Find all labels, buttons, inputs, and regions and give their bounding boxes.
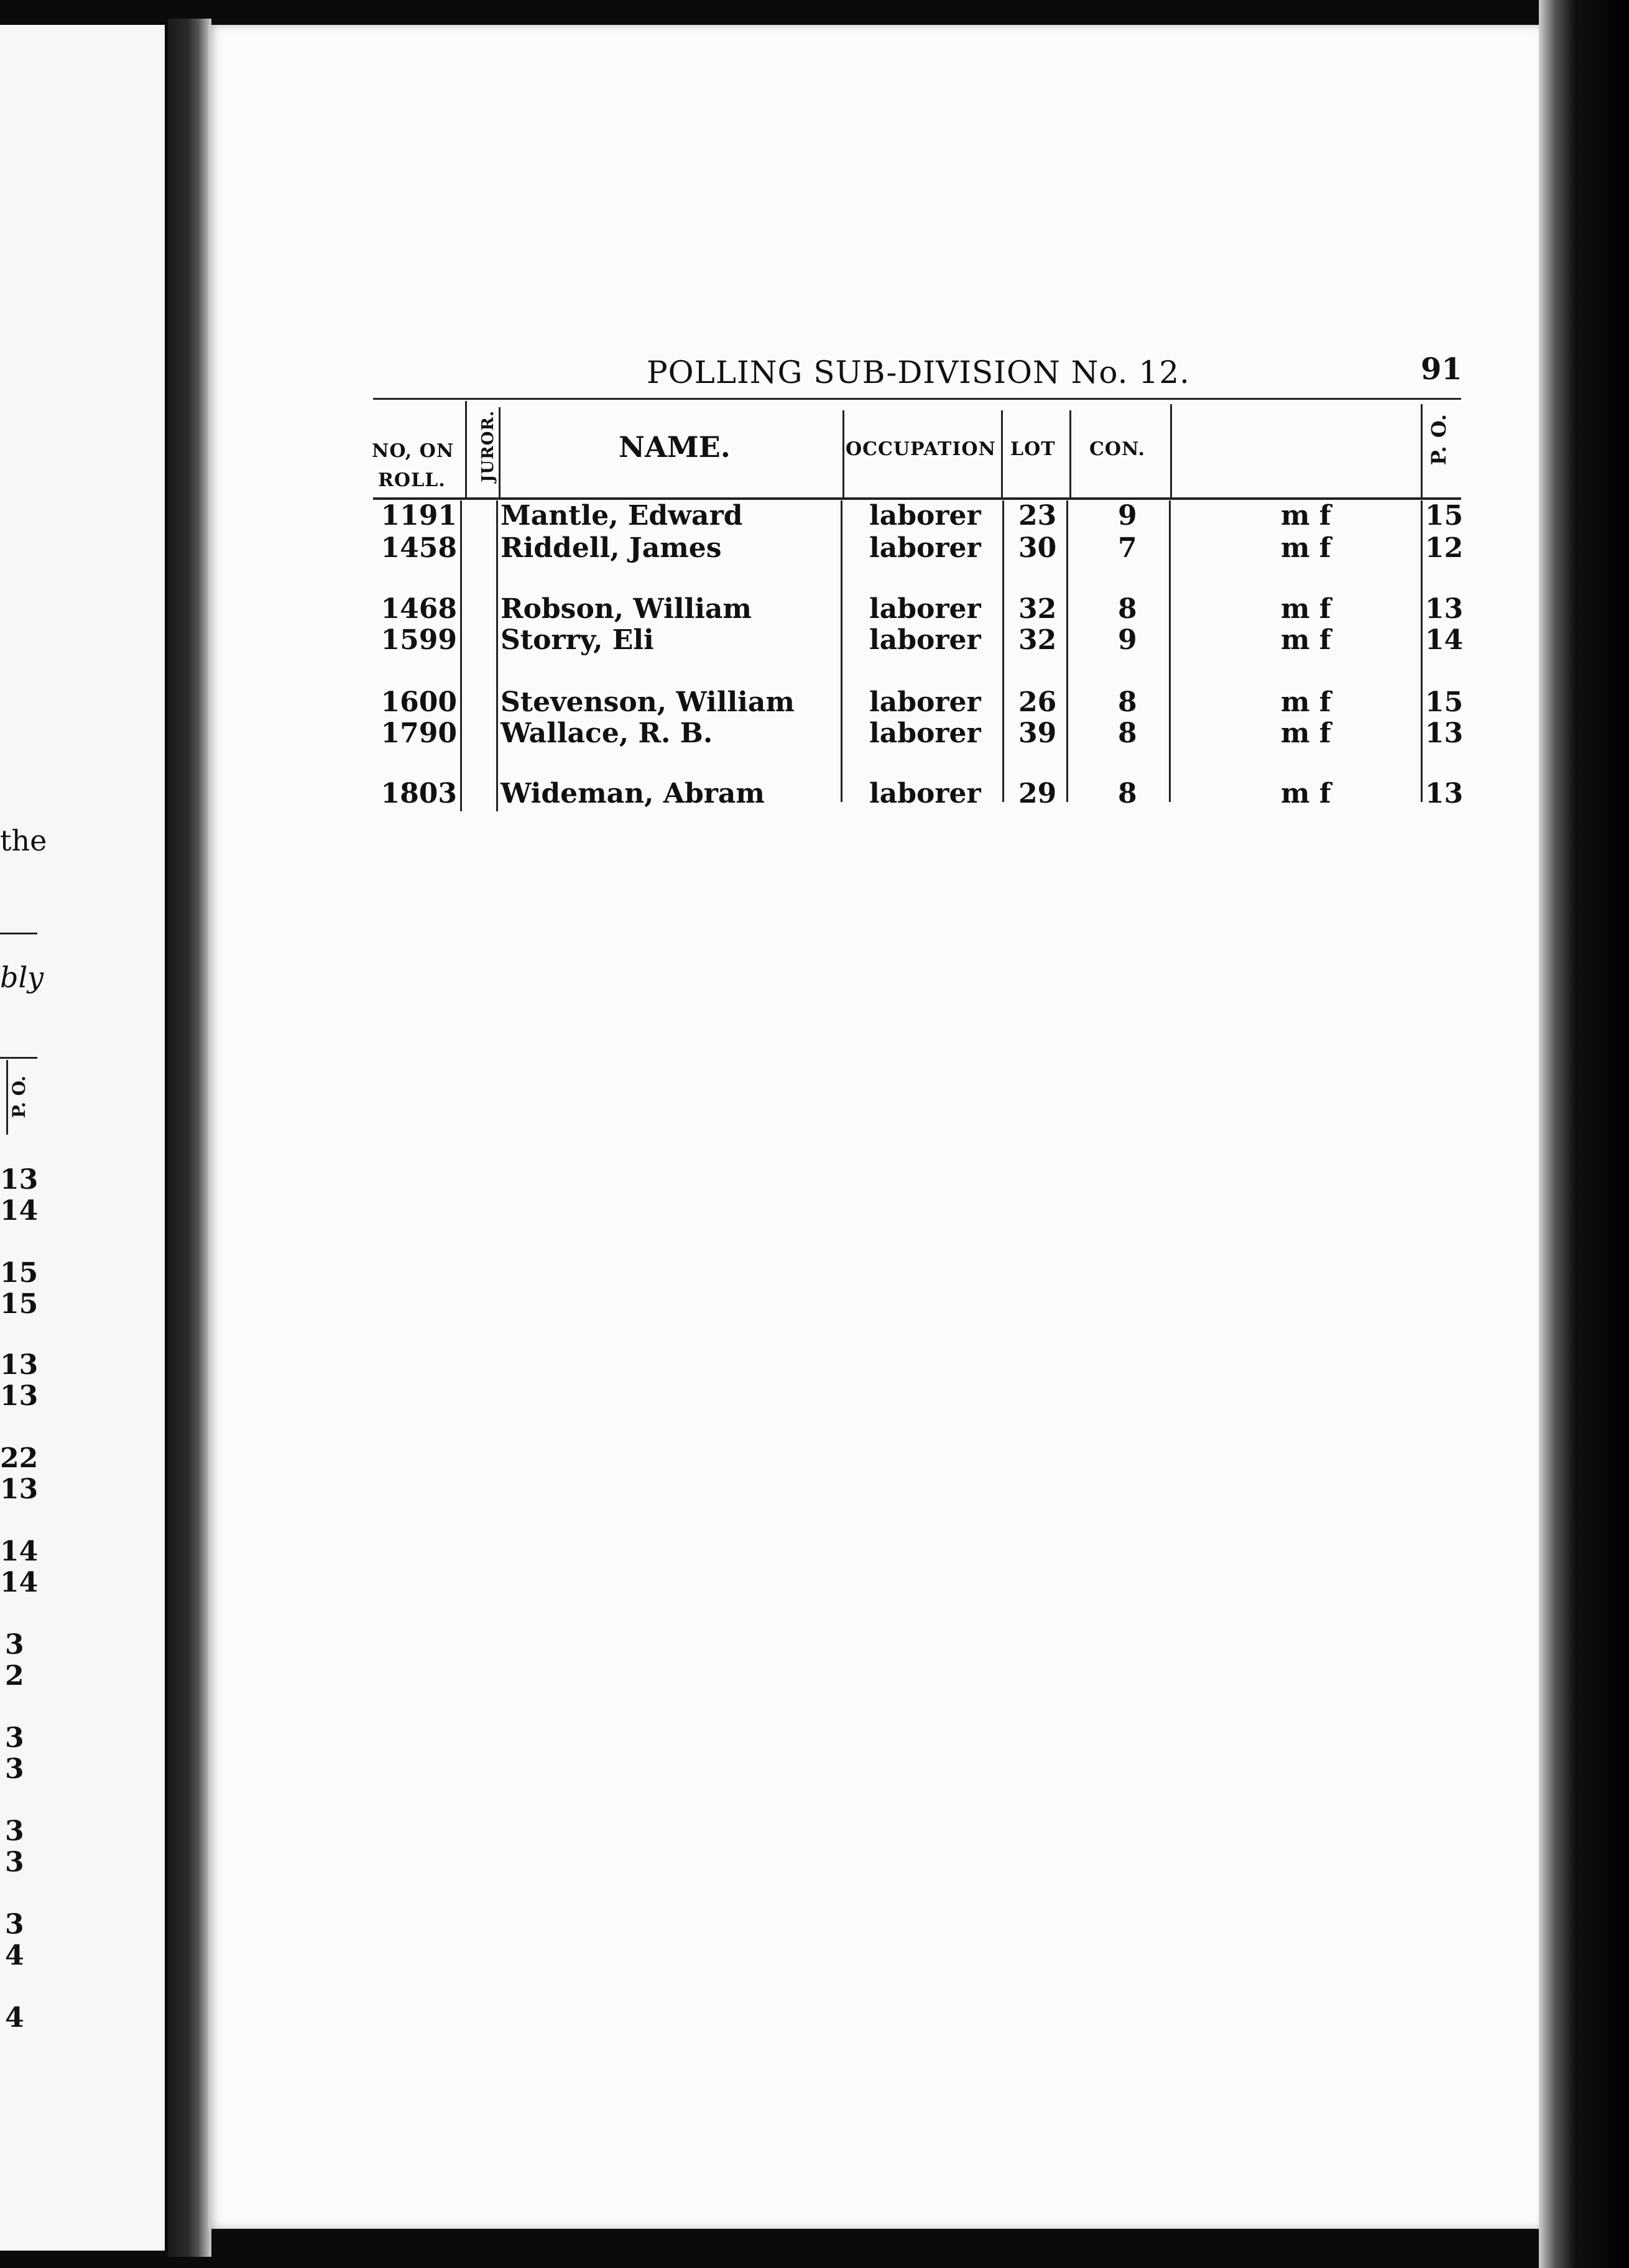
column-divider	[465, 401, 467, 497]
post-office: 15	[1425, 686, 1464, 718]
post-office: 13	[1425, 778, 1464, 809]
roll-number: 1458	[381, 532, 457, 564]
left-page-column-line	[6, 1060, 8, 1135]
status: m f	[1281, 500, 1331, 532]
occupation: laborer	[869, 778, 981, 809]
status: m f	[1281, 778, 1331, 809]
body-column-divider	[841, 500, 842, 802]
occupation: laborer	[869, 500, 981, 532]
status: m f	[1281, 532, 1331, 564]
lot: 39	[1018, 717, 1057, 749]
roll-number: 1803	[381, 778, 457, 809]
left-page-fragment: 4	[5, 2002, 24, 2034]
voter-name: Riddell, James	[501, 532, 722, 564]
body-column-divider	[1002, 500, 1004, 802]
column-header-lot: LOT	[1010, 438, 1056, 460]
voter-name: Wideman, Abram	[501, 778, 765, 809]
status: m f	[1281, 593, 1331, 625]
column-header-juror: JUROR.	[479, 410, 497, 482]
column-header-occupation: OCCUPATION	[846, 438, 996, 460]
status: m f	[1281, 624, 1331, 656]
left-page-fragment: 3	[5, 1909, 24, 1940]
voter-name: Robson, William	[501, 593, 752, 625]
voter-name: Stevenson, William	[501, 686, 795, 718]
concession: 8	[1118, 778, 1137, 809]
left-page-fragment: 13	[0, 1164, 39, 1196]
lot: 32	[1018, 593, 1057, 625]
voter-name: Mantle, Edward	[501, 500, 743, 532]
body-column-divider	[1169, 500, 1171, 802]
left-facing-page	[0, 25, 165, 2251]
page-title: POLLING SUB-DIVISION No. 12.	[647, 354, 1190, 390]
column-divider	[1421, 404, 1423, 497]
left-page-fragment: 15	[0, 1288, 39, 1320]
roll-number: 1790	[381, 717, 457, 749]
left-page-header-rule	[0, 1057, 37, 1059]
left-page-fragment: 3	[5, 1753, 24, 1785]
post-office: 14	[1425, 624, 1464, 656]
column-header-name: NAME.	[619, 430, 731, 464]
occupation: laborer	[869, 624, 981, 656]
concession: 9	[1118, 624, 1137, 656]
column-header-po: P. O.	[1427, 413, 1451, 466]
occupation: laborer	[869, 686, 981, 718]
book-gutter	[168, 19, 211, 2257]
left-page-fragment: 3	[5, 1846, 24, 1878]
column-header-no-on-roll-line1: NO, ON	[372, 440, 455, 462]
voter-name: Wallace, R. B.	[501, 717, 713, 749]
left-page-fragment: 13	[0, 1380, 39, 1412]
left-page-fragment: 3	[5, 1722, 24, 1754]
concession: 9	[1118, 500, 1137, 532]
left-page-fragment: 22	[0, 1442, 39, 1474]
post-office: 13	[1425, 717, 1464, 749]
left-page-word-the: the	[0, 824, 47, 857]
column-header-no-on-roll-line2: ROLL.	[378, 469, 446, 491]
left-page-fragment: 3	[5, 1815, 24, 1847]
lot: 29	[1018, 778, 1057, 809]
body-column-divider	[1421, 500, 1423, 802]
lot: 26	[1018, 686, 1057, 718]
concession: 7	[1118, 532, 1137, 564]
left-page-po-header: P. O.	[9, 1076, 29, 1118]
occupation: laborer	[869, 532, 981, 564]
left-page-fragment: 15	[0, 1257, 39, 1289]
voter-name: Storry, Eli	[501, 624, 654, 656]
left-page-fragment: 14	[0, 1536, 39, 1567]
roll-number: 1191	[381, 500, 457, 532]
left-page-fragment: 4	[5, 1940, 24, 1971]
lot: 32	[1018, 624, 1057, 656]
post-office: 13	[1425, 593, 1464, 625]
page-number: 91	[1421, 352, 1462, 387]
roll-number: 1599	[381, 624, 457, 656]
left-page-word-bly: bly	[0, 961, 44, 994]
left-page-fragment: 14	[0, 1567, 39, 1598]
left-page-fragment: 13	[0, 1349, 39, 1381]
occupation: laborer	[869, 593, 981, 625]
post-office: 15	[1425, 500, 1464, 532]
column-divider	[1069, 410, 1071, 497]
concession: 8	[1118, 686, 1137, 718]
right-page-edge	[1539, 0, 1629, 2268]
body-column-divider	[1066, 500, 1068, 802]
column-divider	[1001, 410, 1003, 497]
column-divider	[499, 407, 501, 497]
column-header-con: CON.	[1089, 438, 1145, 460]
post-office: 12	[1425, 532, 1464, 564]
occupation: laborer	[869, 717, 981, 749]
status: m f	[1281, 717, 1331, 749]
left-page-fragment: 13	[0, 1473, 39, 1505]
left-page-rule	[0, 933, 37, 934]
status: m f	[1281, 686, 1331, 718]
column-divider	[842, 410, 844, 497]
roll-number: 1468	[381, 593, 457, 625]
lot: 23	[1018, 500, 1057, 532]
concession: 8	[1118, 717, 1137, 749]
left-page-fragment: 2	[5, 1660, 24, 1692]
concession: 8	[1118, 593, 1137, 625]
table-top-rule	[373, 398, 1461, 400]
body-column-divider	[496, 500, 498, 811]
body-column-divider	[460, 500, 462, 811]
left-page-fragment: 14	[0, 1195, 39, 1227]
roll-number: 1600	[381, 686, 457, 718]
column-divider	[1170, 404, 1172, 497]
left-page-fragment: 3	[5, 1629, 24, 1661]
lot: 30	[1018, 532, 1057, 564]
